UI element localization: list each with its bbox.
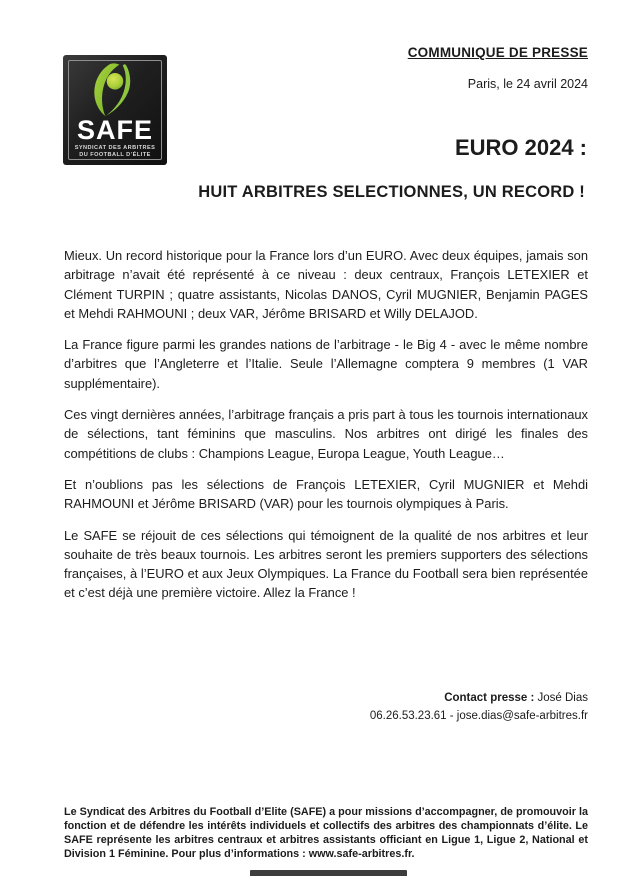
dateline: Paris, le 24 avril 2024	[467, 77, 588, 91]
contact-label: Contact presse :	[444, 692, 535, 704]
page-subtitle: HUIT ARBITRES SELECTIONNES, UN RECORD !	[198, 183, 585, 201]
logo-tagline-line1: SYNDICAT DES ARBITRES	[74, 145, 156, 151]
press-release-label: COMMUNIQUE DE PRESSE	[407, 45, 588, 60]
body-paragraph: Le SAFE se réjouit de ces sélections qui témoignent de la qualité de nos arbitres et leur souhaite de très beaux tournois. Les arbitres seront les premiers supporters des sélections françaises, à l’EURO et aux Jeux Olympiques. La France du Football sera bien représentée et c’est déjà une première victoire. Allez la France !	[64, 527, 588, 601]
body-paragraph: La France figure parmi les grandes nations de l’arbitrage - le Big 4 - avec le même nombre d’arbitres que l’Angleterre et l’Italie. Seule l’Allemagne comptera 9 membres (1 VAR supplémentaire).	[64, 337, 588, 391]
safe-figure-icon	[86, 63, 144, 117]
contact-line1	[370, 690, 588, 708]
logo-tagline-line2: DU FOOTBALL D’ÉLITE	[79, 152, 151, 158]
safe-logo-frame	[68, 60, 162, 160]
partial-bottom-logo	[250, 870, 407, 876]
body-text	[64, 246, 588, 615]
body-paragraph: Et n’oublions pas les sélections de François LETEXIER, Cyril MUGNIER et Mehdi RAHMOUNI et Jérôme BRISARD (VAR) pour les tournois olympiques à Paris.	[64, 476, 588, 512]
logo-wordmark: SAFE	[76, 115, 153, 145]
contact-phone-email: 06.26.53.23.61 - jose.dias@safe-arbitres.fr	[369, 709, 588, 722]
about-footer: Le Syndicat des Arbitres du Football d’Elite (SAFE) a pour missions d’accompagner, de promouvoir la fonction et de défendre les intérêts individuels et collectifs des arbitres des championnats d’élite. Le SAFE représente les arbitres centraux et arbitres assistants officiant en Ligue 1, Ligue 2, National et Division 1 Féminine. Pour plus d’informations : www.safe-arbitres.fr.	[64, 806, 588, 860]
page-title: EURO 2024 :	[454, 135, 587, 160]
safe-logo	[63, 55, 167, 165]
press-contact	[370, 690, 588, 725]
contact-name: José Dias	[537, 692, 588, 704]
body-paragraph: Mieux. Un record historique pour la France lors d’un EURO. Avec deux équipes, jamais son arbitrage n’avait été représenté à ce niveau : deux centraux, François LETEXIER et Clément TURPIN ; quatre assistants, Nicolas DANOS, Cyril MUGNIER, Benjamin PAGES et Mehdi RAHMOUNI ; deux VAR, Jérôme BRISARD et Willy DELAJOD.	[64, 248, 588, 321]
logo-tagline	[75, 145, 156, 159]
body-paragraph: Ces vingt dernières années, l’arbitrage français a pris part à tous les tournois internationaux de sélections, tant féminins que masculins. Nos arbitres ont dirigé les finales des compétitions de clubs : Champions League, Europa League, Youth League…	[64, 407, 588, 461]
